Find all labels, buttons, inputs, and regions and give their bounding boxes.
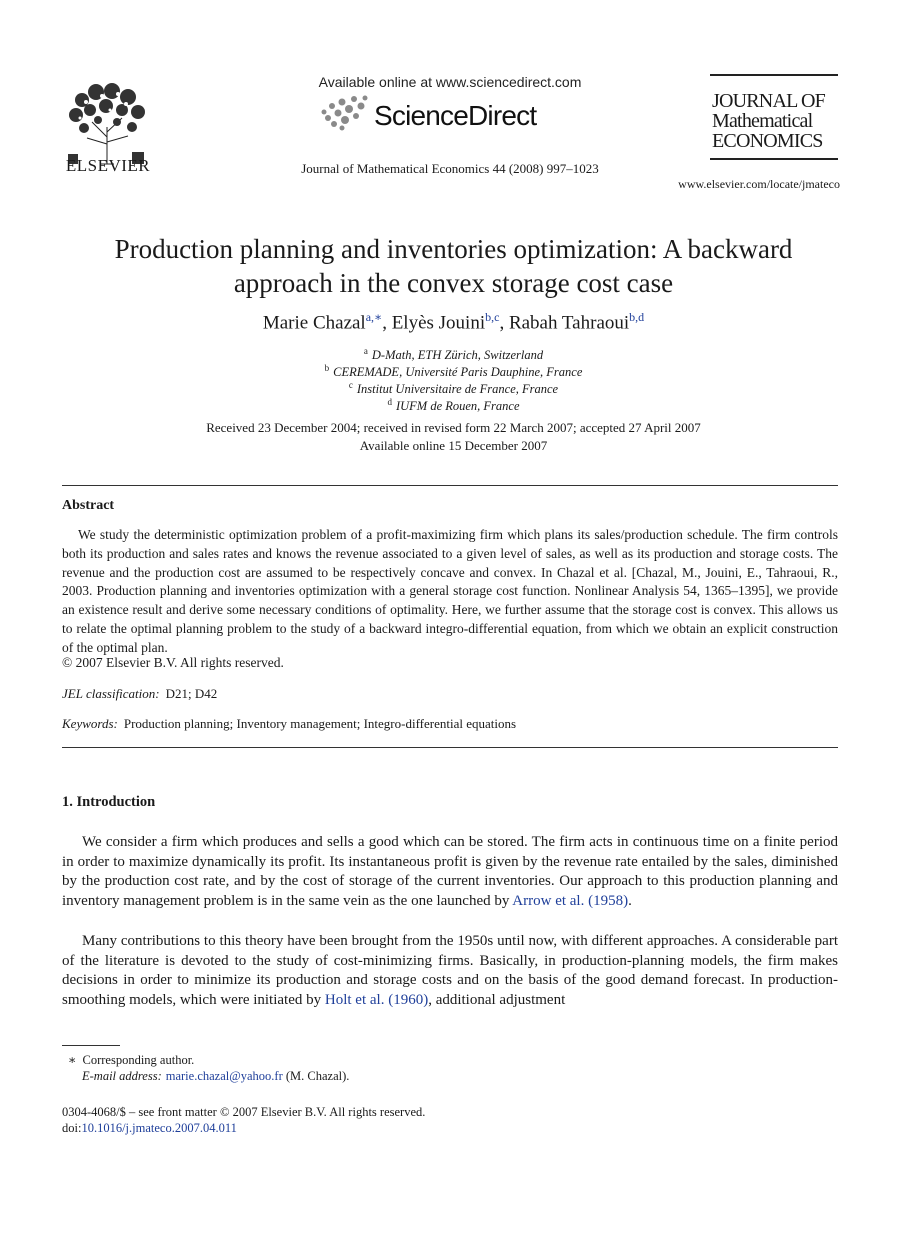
- title-line: approach in the convex storage cost case: [233, 268, 674, 298]
- journal-logo-line: ECONOMICS: [712, 130, 823, 152]
- section-heading: 1. Introduction: [62, 794, 156, 810]
- publisher-name: ELSEVIER: [65, 156, 151, 175]
- journal-logo-line: Mathematical: [712, 110, 813, 132]
- doi-link[interactable]: 10.1016/j.jmateco.2007.04.011: [81, 1121, 237, 1135]
- author-affiliation-link[interactable]: b,c: [485, 310, 500, 324]
- jel-label: JEL classification:: [62, 686, 160, 701]
- journal-logo-rule-bottom: [710, 158, 838, 160]
- journal-logo: [712, 91, 842, 151]
- doi-label: doi:: [62, 1121, 82, 1135]
- affiliation: [60, 380, 847, 397]
- author-name: Rabah Tahraoui: [508, 312, 630, 334]
- article-title: [60, 232, 847, 300]
- affiliation-text: D-Math, ETH Zürich, Switzerland: [371, 348, 544, 363]
- paragraph-text: Many contributions to this theory have been brought from the 1950s until now, with different approaches. A considerable part of the literature is devoted to the study of cost-minimizing firms. Basically, in production-planning models, the firm makes decisions in order to minimize its production and storage costs and on the basis of the good demand forecast. In production-smoothing models, which were initiated by: [62, 933, 838, 1009]
- author-list: [60, 310, 847, 334]
- abstract-heading: Abstract: [62, 498, 115, 513]
- journal-logo-rule-top: [710, 74, 838, 76]
- sciencedirect-wordmark: ScienceDirect: [374, 100, 537, 131]
- article-dates: [60, 419, 847, 455]
- available-online-date: Available online 15 December 2007: [359, 438, 548, 453]
- email-label: E-mail address:: [82, 1069, 162, 1083]
- affiliation-mark: d: [387, 397, 392, 407]
- journal-url-link[interactable]: www.elsevier.com/locate/jmateco: [678, 177, 840, 191]
- front-matter: 0304-4068/$ – see front matter © 2007 Elsevier B.V. All rights reserved.: [62, 1105, 426, 1119]
- affiliation-text: CEREMADE, Université Paris Dauphine, France: [333, 365, 583, 380]
- divider: [62, 485, 838, 486]
- footnote-rule: [62, 1045, 120, 1046]
- author-name: Marie Chazal: [262, 312, 366, 334]
- email-owner: (M. Chazal).: [285, 1069, 350, 1083]
- author-separator: ,: [499, 312, 509, 334]
- doi-line: [62, 1121, 237, 1136]
- affiliation: [60, 346, 847, 363]
- footnote-email: [82, 1069, 349, 1084]
- journal-citation: Journal of Mathematical Economics 44 (2008) 997–1023: [301, 161, 599, 176]
- available-online-text[interactable]: Available online at www.sciencedirect.com: [318, 74, 582, 90]
- jel-classification: [62, 686, 217, 702]
- divider: [62, 747, 838, 748]
- footnote-corresponding: [68, 1052, 194, 1068]
- paragraph-text: We consider a firm which produces and sells a good which can be stored. The firm acts in continuous time on a finite period in order to maximize dynamically its profit. Its instantaneous profit is given by the revenue rate entailed by the sales, diminished by the production cost rate, and by the cost of storage of the current inventories. Our approach to this production planning and inventory management problem is in the same vein as the one launched by: [62, 834, 838, 910]
- affiliation-mark: c: [348, 380, 353, 390]
- footnote-mark: ∗: [68, 1053, 77, 1067]
- affiliation: [60, 363, 847, 380]
- intro-paragraph: [62, 932, 838, 1011]
- citation-link[interactable]: Holt et al. (1960): [324, 992, 429, 1009]
- abstract-body: We study the deterministic optimization problem of a profit-maximizing firm which plans its sales/production schedule. The firm controls both its production and sales rates and knows the revenue associated to a given level of sales, as well as its production and storage costs. The revenue and the production cost are assumed to be respectively concave and convex. In Chazal et al. [Chazal, M., Jouini, E., Tahraoui, R., 2003. Production planning and inventories optimization with a general storage cost function. Nonlinear Analysis 54, 1365–1395], we provide an existence result and derive some necessary conditions of optimality. Here, we further assume that the storage cost is convex. This allows us to relate the optimal planning problem to the study of a backward integro-differential equation, from which we obtain an explicit construction of the optimal plan.: [62, 527, 838, 655]
- jel-value: D21; D42: [165, 686, 218, 701]
- email-link[interactable]: marie.chazal@yahoo.fr: [165, 1069, 283, 1083]
- affiliation-text: Institut Universitaire de France, France: [356, 382, 559, 397]
- citation-link[interactable]: Arrow et al. (1958): [512, 893, 629, 910]
- journal-logo-line: JOURNAL OF: [712, 90, 825, 112]
- paragraph-text: , additional adjustment: [428, 992, 566, 1009]
- author-affiliation-link[interactable]: b,d: [629, 310, 645, 324]
- paragraph-text: .: [628, 893, 632, 910]
- title-line: Production planning and inventories optimization: A backward: [114, 234, 793, 264]
- keywords-value: Production planning; Inventory management; Integro-differential equations: [123, 716, 517, 731]
- affiliation: [60, 397, 847, 414]
- intro-paragraph: [62, 833, 838, 912]
- affiliation-mark: b: [324, 363, 330, 373]
- author-name: Elyès Jouini: [391, 312, 486, 334]
- author-affiliation-link[interactable]: a,∗: [365, 310, 383, 324]
- keywords-label: Keywords:: [62, 716, 118, 731]
- footnote-text: Corresponding author.: [82, 1053, 195, 1067]
- abstract-copyright: © 2007 Elsevier B.V. All rights reserved.: [62, 655, 284, 670]
- received-dates: Received 23 December 2004; received in revised form 22 March 2007; accepted 27 April 2007: [206, 420, 701, 435]
- affiliation-mark: a: [363, 346, 368, 356]
- keywords: [62, 716, 516, 732]
- affiliation-text: IUFM de Rouen, France: [395, 399, 520, 414]
- author-separator: ,: [382, 312, 392, 334]
